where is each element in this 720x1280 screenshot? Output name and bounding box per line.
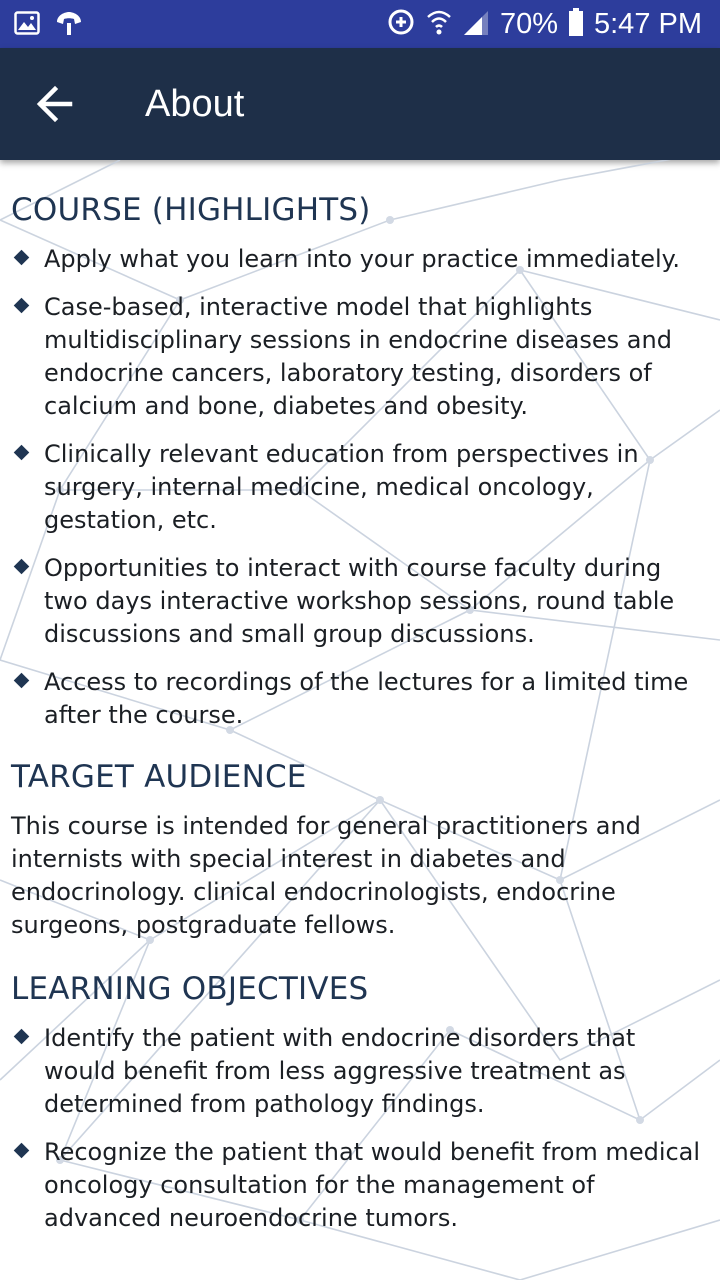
diamond-bullet-icon (14, 1143, 30, 1159)
diamond-bullet-icon (14, 559, 30, 575)
learning-objectives-list (11, 1022, 706, 1235)
list-item-text: Case-based, interactive model that highlights multidisciplinary sessions in endocrine diseases and endocrine cancers, laboratory testing, disorders of calcium and bone, diabetes and obesity. (44, 293, 672, 420)
list-item-text: Apply what you learn into your practice immediately. (44, 245, 681, 273)
about-content[interactable] (0, 160, 720, 1280)
app-bar (0, 48, 720, 160)
phone-hook-icon (54, 8, 84, 42)
battery-icon (568, 7, 584, 41)
list-item-text: Opportunities to interact with course faculty during two days interactive workshop sessions, round table discussions and small group discussions. (44, 554, 675, 648)
list-item (11, 438, 706, 537)
learning-objectives-heading: LEARNING OBJECTIVES (11, 971, 369, 1007)
list-item (11, 666, 706, 732)
signal-icon (462, 7, 490, 41)
list-item (11, 1022, 706, 1121)
diamond-bullet-icon (14, 1029, 30, 1045)
target-audience-heading: TARGET AUDIENCE (11, 759, 307, 795)
back-button[interactable] (26, 76, 84, 132)
clock: 5:47 PM (594, 8, 702, 40)
list-item-text: Clinically relevant education from perspectives in surgery, internal medicine, medical oncology, gestation, etc. (44, 440, 639, 534)
list-item (11, 243, 706, 276)
highlights-heading: COURSE (HIGHLIGHTS) (11, 192, 371, 228)
status-bar (0, 0, 720, 48)
target-audience-text: This course is intended for general practitioners and internists with special interest in diabetes and endocrinology. clinical endocrinologists, endocrine surgeons, postgraduate fellows. (11, 812, 641, 939)
list-item-text: Identify the patient with endocrine disorders that would benefit from less aggressive treatment as determined from pathology findings. (44, 1024, 636, 1118)
list-item (11, 291, 706, 423)
wifi-icon (426, 7, 452, 41)
list-item (11, 1136, 706, 1235)
diamond-bullet-icon (14, 250, 30, 266)
list-item-text: Access to recordings of the lectures for a limited time after the course. (44, 668, 689, 729)
image-icon (14, 10, 40, 40)
arrow-left-icon (26, 76, 84, 132)
diamond-bullet-icon (14, 673, 30, 689)
page-title: About (145, 83, 245, 125)
battery-percent: 70% (499, 8, 558, 40)
data-saver-icon (386, 7, 416, 41)
diamond-bullet-icon (14, 445, 30, 461)
list-item (11, 552, 706, 651)
list-item-text: Recognize the patient that would benefit from medical oncology consultation for the management of advanced neuroendocrine tumors. (44, 1138, 701, 1232)
highlights-list (11, 243, 706, 732)
diamond-bullet-icon (14, 298, 30, 314)
